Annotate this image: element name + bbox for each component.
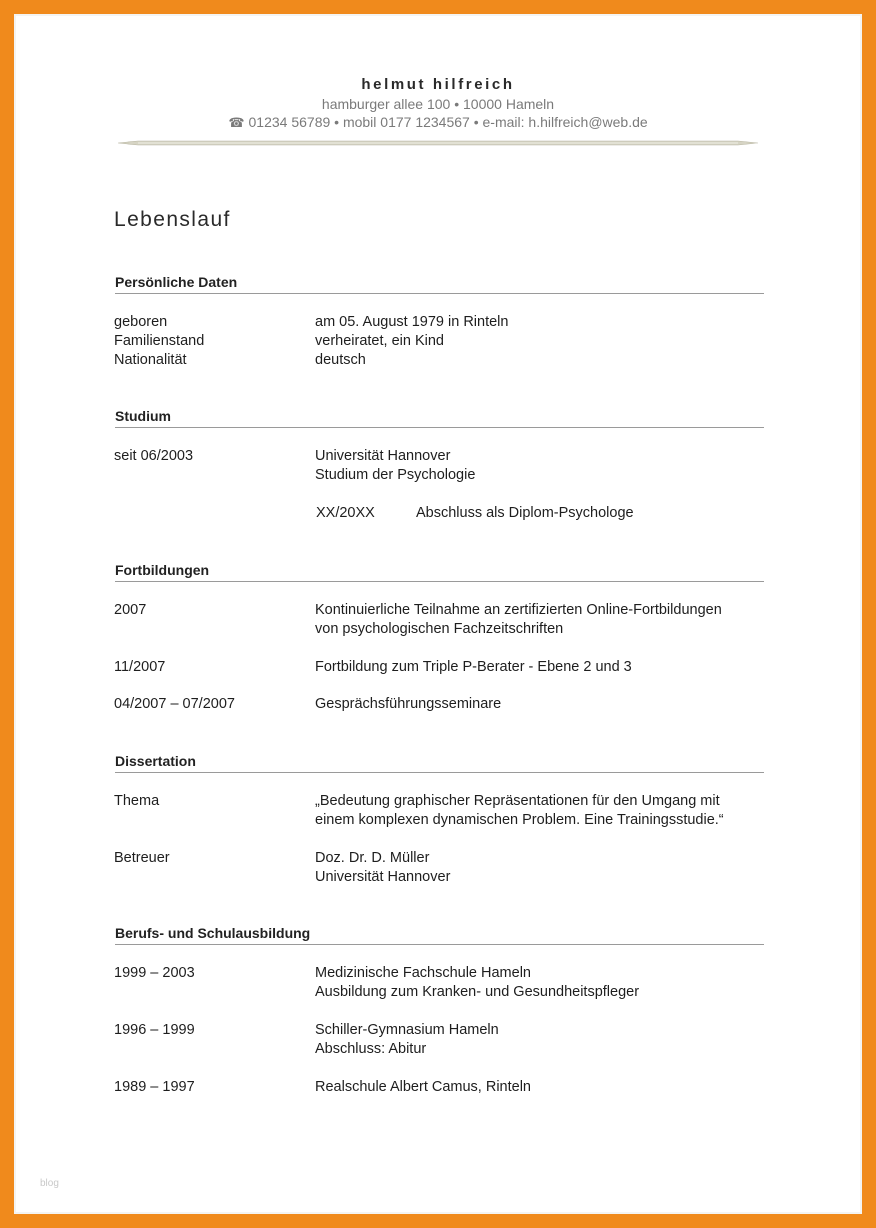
- personal-value-born: am 05. August 1979 in Rinteln: [315, 314, 509, 330]
- applicant-name: helmut hilfreich: [361, 76, 515, 93]
- applicant-address: hamburger allee 100 • 10000 Hameln: [321, 96, 555, 112]
- section-title-dissertation: Dissertation: [115, 753, 764, 773]
- fortbildung-date: 2007: [114, 602, 147, 618]
- dissertation-advisor-line: Universität Hannover: [315, 869, 451, 885]
- personal-label-nationality: Nationalität: [114, 352, 187, 368]
- studium-date: seit 06/2003: [114, 448, 194, 464]
- section-title-personal: Persönliche Daten: [115, 274, 764, 294]
- section-title-fortbildungen: Fortbildungen: [115, 562, 764, 582]
- dissertation-advisor-line: Doz. Dr. D. Müller: [315, 850, 430, 866]
- cv-header: [0, 76, 876, 131]
- fortbildung-line: Fortbildung zum Triple P-Berater - Ebene 2 und 3: [315, 659, 632, 675]
- studium-degree: Abschluss als Diplom-Psychologe: [416, 505, 634, 521]
- dissertation-topic-line: einem komplexen dynamischen Problem. Eine Trainingsstudie.“: [315, 812, 724, 828]
- ausbildung-line: Ausbildung zum Kranken- und Gesundheitspfleger: [315, 984, 640, 1000]
- phone-icon: ☎: [228, 115, 245, 130]
- fortbildung-line: von psychologischen Fachzeitschriften: [315, 621, 564, 637]
- personal-value-nationality: deutsch: [315, 352, 366, 368]
- studium-degree-date: XX/20XX: [316, 505, 375, 521]
- fortbildung-line: Gesprächsführungsseminare: [315, 696, 502, 712]
- ausbildung-date: 1996 – 1999: [114, 1022, 195, 1038]
- ausbildung-line: Medizinische Fachschule Hameln: [315, 965, 531, 981]
- dissertation-label-topic: Thema: [114, 793, 160, 809]
- section-title-studium: Studium: [115, 408, 764, 428]
- ausbildung-date: 1999 – 2003: [114, 965, 195, 981]
- watermark-text: blog: [40, 1178, 59, 1189]
- applicant-contact: [0, 114, 876, 131]
- ausbildung-line: Realschule Albert Camus, Rinteln: [315, 1079, 531, 1095]
- contact-text: 01234 56789 • mobil 0177 1234567 • e-mail: h.hilfreich@web.de: [248, 114, 648, 130]
- fortbildung-date: 11/2007: [114, 659, 166, 675]
- dissertation-topic-line: „Bedeutung graphischer Repräsentationen für den Umgang mit: [315, 793, 720, 809]
- personal-label-born: geboren: [114, 314, 168, 330]
- ausbildung-date: 1989 – 1997: [114, 1079, 195, 1095]
- fortbildung-date: 04/2007 – 07/2007: [114, 696, 235, 712]
- studium-university: Universität Hannover: [315, 448, 451, 464]
- header-divider: [118, 140, 758, 146]
- dissertation-label-advisor: Betreuer: [114, 850, 170, 866]
- studium-subject: Studium der Psychologie: [315, 467, 476, 483]
- document-title: Lebenslauf: [114, 208, 231, 231]
- ausbildung-line: Abschluss: Abitur: [315, 1041, 427, 1057]
- fortbildung-line: Kontinuierliche Teilnahme an zertifizierten Online-Fortbildungen: [315, 602, 722, 618]
- personal-label-family: Familienstand: [114, 333, 205, 349]
- ausbildung-line: Schiller-Gymnasium Hameln: [315, 1022, 499, 1038]
- personal-value-family: verheiratet, ein Kind: [315, 333, 444, 349]
- section-title-ausbildung: Berufs- und Schulausbildung: [115, 925, 764, 945]
